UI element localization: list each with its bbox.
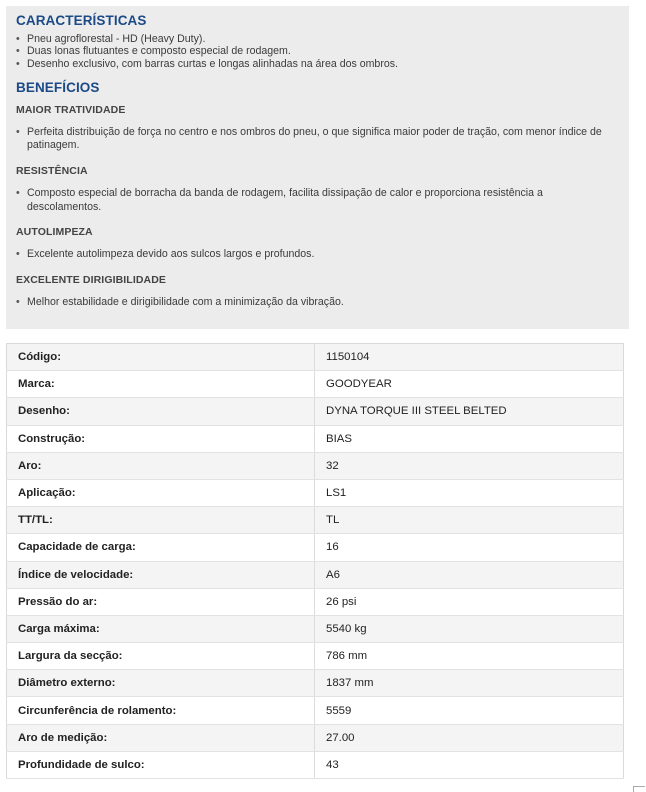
benefit-title-dirigibilidade: EXCELENTE DIRIGIBILIDADE (16, 273, 166, 286)
benefit-list-resistencia (16, 187, 619, 214)
benefit-title-autolimpeza: AUTOLIMPEZA (16, 226, 93, 239)
list-item: • Composto especial de borracha da banda de rodagem, facilita dissipação de calor e proporciona resistência a descolamentos. (16, 187, 619, 214)
table-row (7, 615, 624, 642)
spec-label: Desenho: (7, 398, 315, 425)
spec-value: 16 (315, 534, 624, 561)
table-row (7, 507, 624, 534)
table-row (7, 452, 624, 479)
spec-value: 786 mm (315, 643, 624, 670)
spec-label: Marca: (7, 371, 315, 398)
spec-value: 26 psi (315, 588, 624, 615)
table-row (7, 479, 624, 506)
benefit-title-resistencia: RESISTÊNCIA (16, 165, 88, 178)
benefit-list-tratividade (16, 126, 619, 153)
list-item: • Perfeita distribuição de força no centro e nos ombros do pneu, o que significa maior poder de tração, com menor índice de patinagem. (16, 126, 619, 153)
table-row (7, 534, 624, 561)
spec-label: Código: (7, 344, 315, 371)
spec-label: Capacidade de carga: (7, 534, 315, 561)
table-row (7, 670, 624, 697)
list-item: • Pneu agroflorestal - HD (Heavy Duty). (16, 33, 619, 45)
table-row (7, 643, 624, 670)
spec-value: GOODYEAR (315, 371, 624, 398)
specs-table-body (7, 344, 624, 779)
benefit-list-autolimpeza (16, 248, 619, 262)
spec-label: Aro de medição: (7, 724, 315, 751)
spec-value: 43 (315, 751, 624, 778)
spec-label: Índice de velocidade: (7, 561, 315, 588)
table-row (7, 371, 624, 398)
spec-label: Aplicação: (7, 479, 315, 506)
specs-table (6, 343, 624, 779)
caracteristicas-list (16, 33, 619, 70)
spec-label: Profundidade de sulco: (7, 751, 315, 778)
list-item: • Duas lonas flutuantes e composto especial de rodagem. (16, 45, 619, 57)
spec-label: TT/TL: (7, 507, 315, 534)
spec-value: 5559 (315, 697, 624, 724)
table-row (7, 588, 624, 615)
benefit-list-dirigibilidade (16, 296, 619, 310)
spec-label: Largura da secção: (7, 643, 315, 670)
list-item: • Melhor estabilidade e dirigibilidade com a minimização da vibração. (16, 296, 619, 310)
table-row (7, 561, 624, 588)
caracteristicas-title: CARACTERÍSTICAS (16, 13, 147, 28)
table-row (7, 751, 624, 778)
spec-label: Diâmetro externo: (7, 670, 315, 697)
corner-marker (633, 786, 645, 792)
list-item: • Desenho exclusivo, com barras curtas e longas alinhadas na área dos ombros. (16, 58, 619, 70)
spec-label: Circunferência de rolamento: (7, 697, 315, 724)
spec-value: TL (315, 507, 624, 534)
spec-value: 1150104 (315, 344, 624, 371)
list-item: • Excelente autolimpeza devido aos sulcos largos e profundos. (16, 248, 619, 262)
beneficios-title: BENEFÍCIOS (16, 79, 100, 95)
spec-label: Carga máxima: (7, 615, 315, 642)
spec-value: BIAS (315, 425, 624, 452)
table-row (7, 344, 624, 371)
spec-value: LS1 (315, 479, 624, 506)
spec-value: 5540 kg (315, 615, 624, 642)
product-info-panel (6, 6, 629, 329)
table-row (7, 425, 624, 452)
spec-label: Construção: (7, 425, 315, 452)
spec-value: 1837 mm (315, 670, 624, 697)
spec-value: 32 (315, 452, 624, 479)
spec-label: Pressão do ar: (7, 588, 315, 615)
table-row (7, 724, 624, 751)
spec-value: 27.00 (315, 724, 624, 751)
table-row (7, 697, 624, 724)
table-row (7, 398, 624, 425)
spec-value: A6 (315, 561, 624, 588)
benefit-title-tratividade: MAIOR TRATIVIDADE (16, 103, 126, 116)
spec-label: Aro: (7, 452, 315, 479)
spec-value: DYNA TORQUE III STEEL BELTED (315, 398, 624, 425)
